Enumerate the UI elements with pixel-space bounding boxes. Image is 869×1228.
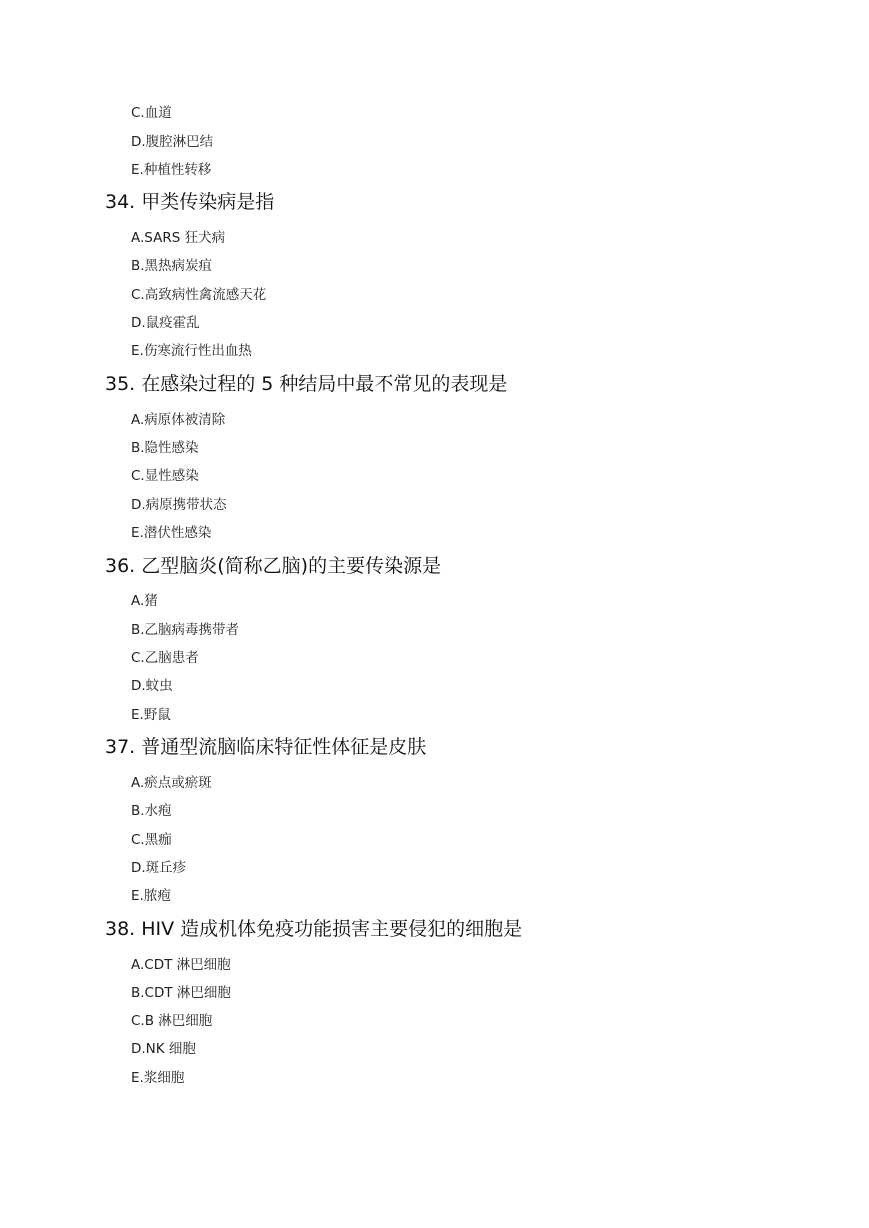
option-d: D.斑丘疹 bbox=[131, 860, 187, 876]
option-c: C.B 淋巴细胞 bbox=[131, 1013, 213, 1029]
option-d: D.NK 细胞 bbox=[131, 1041, 196, 1057]
option-d: D.蚊虫 bbox=[131, 678, 173, 694]
option-a: A.SARS 狂犬病 bbox=[131, 230, 226, 246]
option-b: B.乙脑病毒携带者 bbox=[131, 622, 240, 638]
option-e: E.潜伏性感染 bbox=[131, 525, 212, 541]
option-d: D.病原携带状态 bbox=[131, 497, 227, 513]
question-title: 34. 甲类传染病是指 bbox=[105, 191, 275, 213]
option-d: D.腹腔淋巴结 bbox=[131, 134, 214, 150]
option-c: C.乙脑患者 bbox=[131, 650, 199, 666]
option-c: C.黑痂 bbox=[131, 832, 172, 848]
option-a: A.猪 bbox=[131, 593, 158, 609]
option-b: B.隐性感染 bbox=[131, 440, 199, 456]
option-d: D.鼠疫霍乱 bbox=[131, 315, 200, 331]
option-e: E.种植性转移 bbox=[131, 162, 212, 178]
option-c: C.高致病性禽流感天花 bbox=[131, 287, 267, 303]
option-e: E.野鼠 bbox=[131, 707, 171, 723]
option-e: E.浆细胞 bbox=[131, 1070, 185, 1086]
option-b: B.CDT 淋巴细胞 bbox=[131, 985, 231, 1001]
option-a: A.瘀点或瘀斑 bbox=[131, 775, 212, 791]
option-a: A.CDT 淋巴细胞 bbox=[131, 957, 231, 973]
option-e: E.伤寒流行性出血热 bbox=[131, 343, 252, 359]
option-a: A.病原体被清除 bbox=[131, 412, 226, 428]
question-title: 37. 普通型流脑临床特征性体征是皮肤 bbox=[105, 736, 427, 758]
option-b: B.水疱 bbox=[131, 803, 172, 819]
question-title: 35. 在感染过程的 5 种结局中最不常见的表现是 bbox=[105, 373, 508, 395]
question-title: 38. HIV 造成机体免疫功能损害主要侵犯的细胞是 bbox=[105, 918, 523, 940]
question-title: 36. 乙型脑炎(简称乙脑)的主要传染源是 bbox=[105, 555, 442, 577]
option-c: C.血道 bbox=[131, 105, 172, 121]
option-c: C.显性感染 bbox=[131, 468, 199, 484]
option-e: E.脓疱 bbox=[131, 888, 171, 904]
option-b: B.黑热病炭疽 bbox=[131, 258, 213, 274]
